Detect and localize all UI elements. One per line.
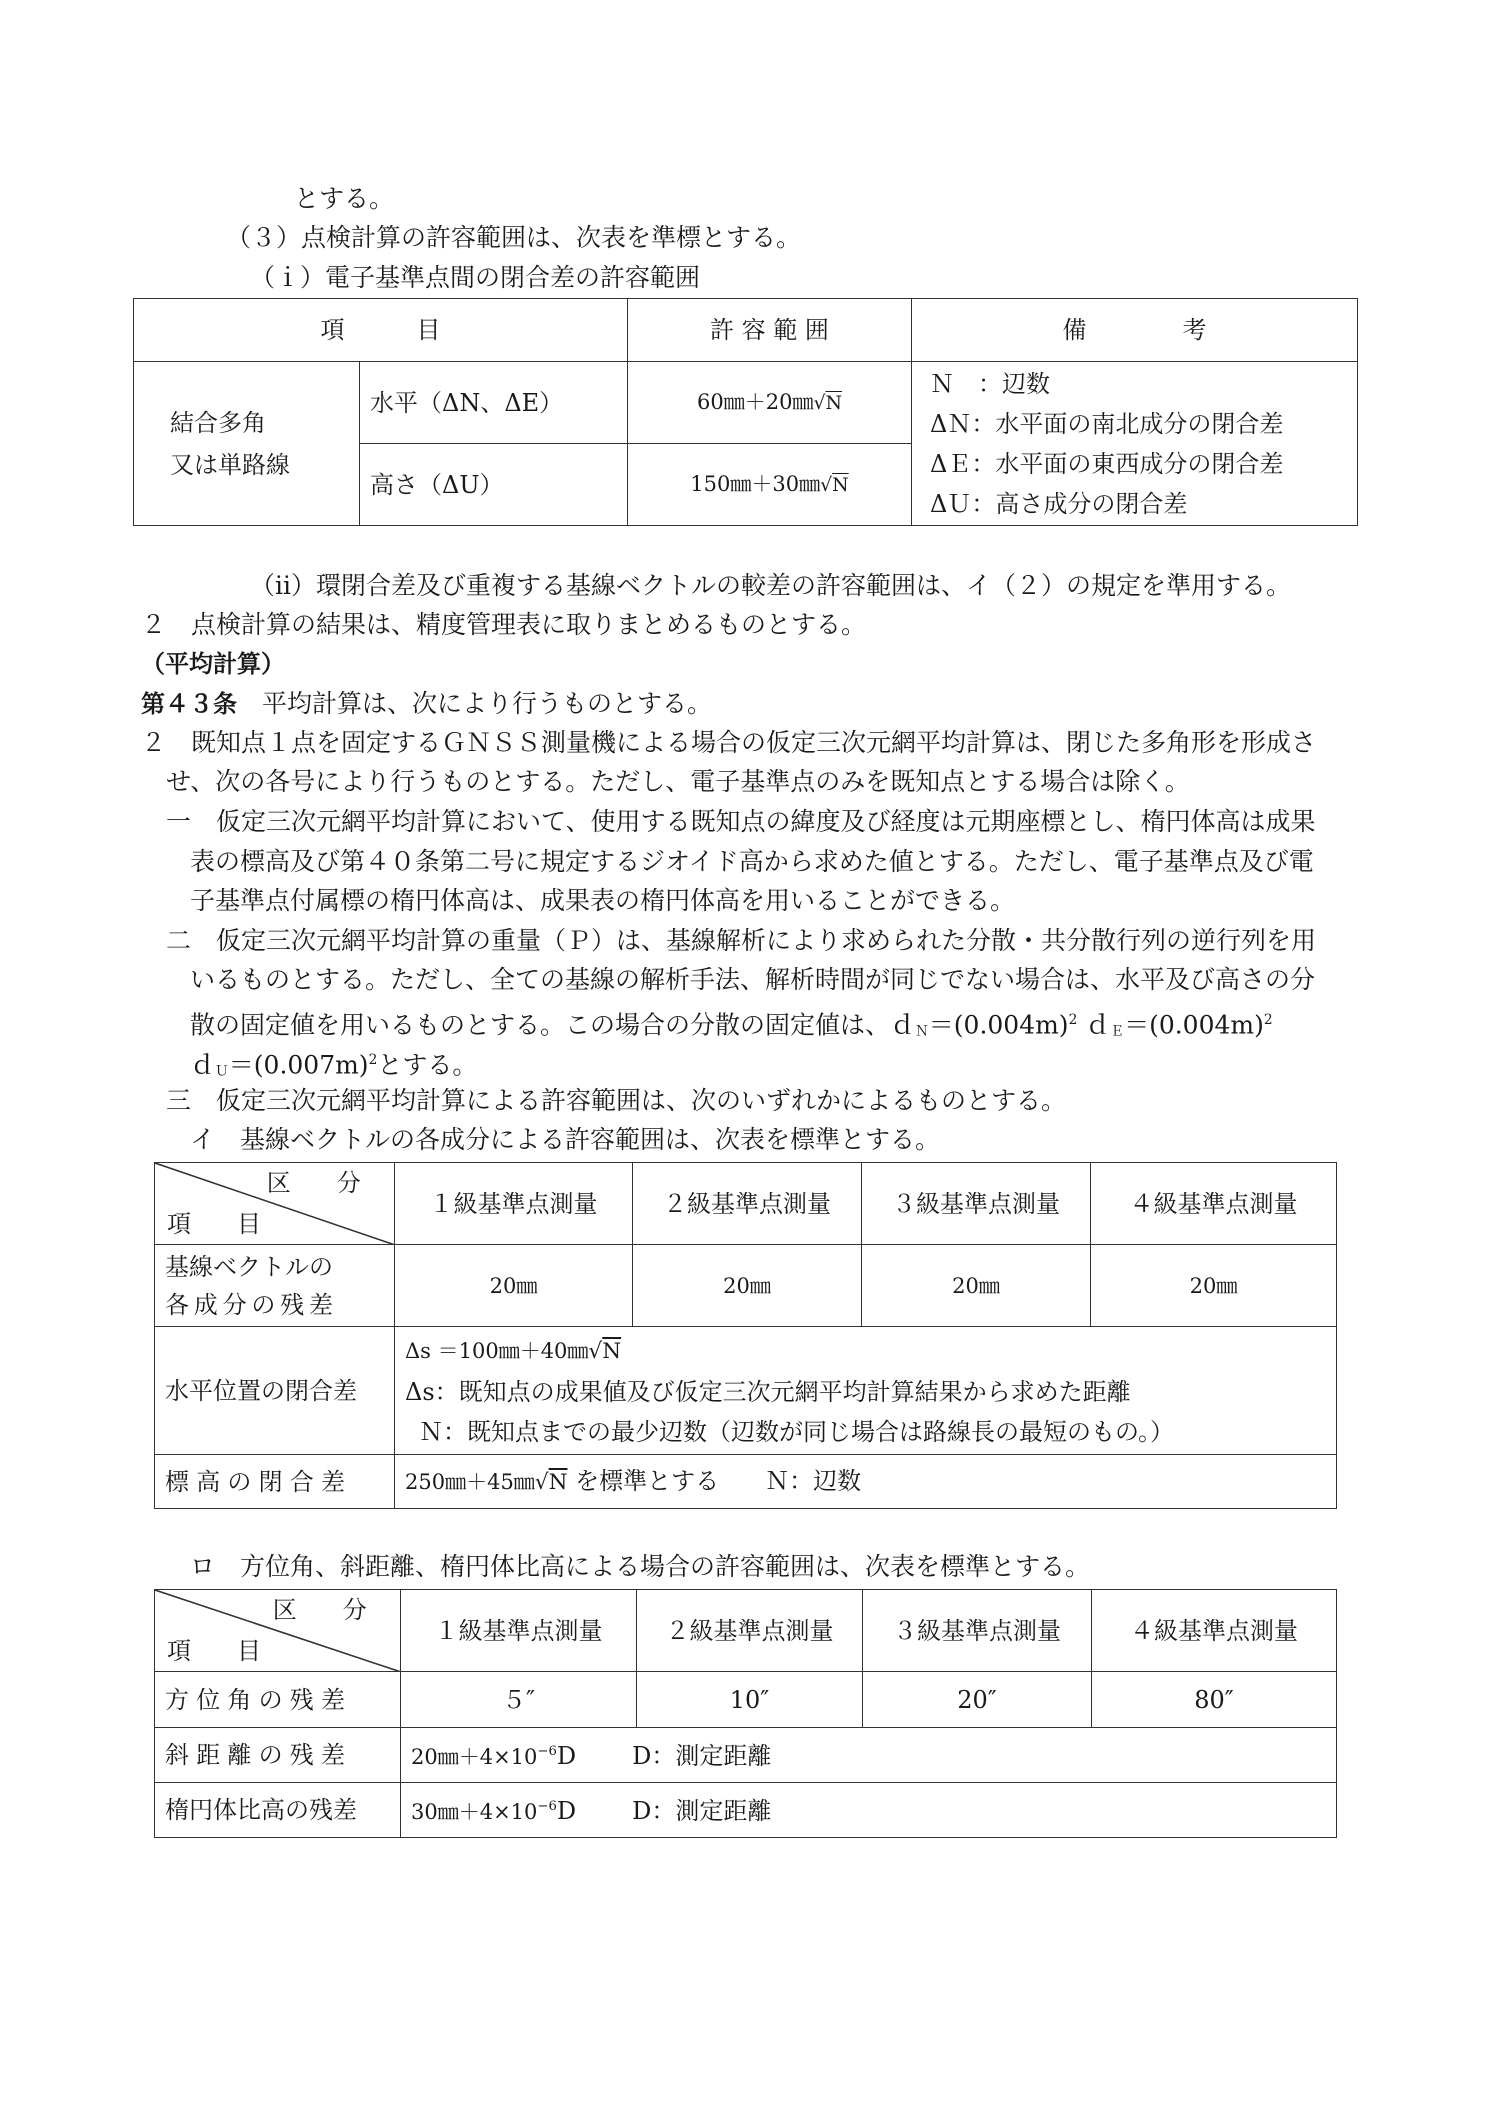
header-grade: ２級基準点測量 <box>633 1163 862 1245</box>
value: 60㎜＋20㎜ <box>696 390 814 414</box>
row-label: 斜距離の残差 <box>155 1728 401 1783</box>
row-label-line: 結合多角 <box>170 408 266 437</box>
formula: 20㎜＋4×10 <box>411 1745 538 1770</box>
sqrt-icon: √N <box>534 1469 568 1495</box>
text: ｄ <box>1085 1010 1111 1040</box>
text-line: イ 基線ベクトルの各成分による許容範囲は、次表を標準とする。 <box>190 1125 941 1154</box>
cell-value: 20㎜ <box>1091 1245 1337 1327</box>
cell-elevation-closure <box>395 1455 1337 1509</box>
header-division: 区 分 <box>272 1596 386 1624</box>
value: 150㎜＋30㎜ <box>690 472 821 496</box>
cell-horizontal-closure <box>395 1327 1337 1455</box>
article-number: 第４３条 <box>141 690 237 718</box>
row-label <box>155 1245 395 1327</box>
header-item: 項 目 <box>134 299 628 362</box>
sqrt-icon: √N <box>820 474 849 496</box>
text-line: 一 仮定三次元網平均計算において、使用する既知点の緯度及び経度は元期座標とし、楕円体高は成果 <box>166 807 1316 836</box>
article-line <box>141 688 712 720</box>
header-division: 区 分 <box>266 1169 380 1197</box>
cell-value: 10″ <box>637 1672 863 1728</box>
note-line: Δs：既知点の成果値及び仮定三次元網平均計算結果から求めた距離 <box>405 1377 1131 1406</box>
text-line: 三 仮定三次元網平均計算による許容範囲は、次のいずれかによるものとする。 <box>166 1086 1067 1115</box>
header-grade: ３級基準点測量 <box>863 1590 1092 1672</box>
sqrt-arg: N <box>825 392 843 414</box>
note-line: ΔＮ：水平面の南北成分の閉合差 <box>930 409 1284 438</box>
superscript: 2 <box>1263 1012 1273 1028</box>
text-line: とする。 <box>294 184 395 213</box>
text: ｄ <box>190 1050 216 1080</box>
header-diagonal-cell <box>155 1590 401 1672</box>
sqrt-arg: N <box>548 1469 568 1495</box>
text-line: いるものとする。ただし、全ての基線の解析手法、解析時間が同じでない場合は、水平及び高さの分 <box>190 965 1316 994</box>
note-line: ΔＵ：高さ成分の閉合差 <box>930 489 1188 518</box>
row-label-line: 各成分の残差 <box>165 1290 338 1319</box>
formula: 250㎜＋45㎜ <box>405 1469 535 1494</box>
text-line: ロ 方位角、斜距離、楕円体比高による場合の許容範囲は、次表を標準とする。 <box>190 1552 1091 1581</box>
text: D <box>556 1742 577 1771</box>
sqrt-icon: √N <box>588 1338 622 1364</box>
note-line: ΔＥ：水平面の東西成分の閉合差 <box>930 449 1284 478</box>
cell-ellipsoid-height <box>401 1783 1337 1838</box>
text: ＝(0.004m) <box>928 1010 1069 1040</box>
sqrt-arg: N <box>832 474 849 496</box>
header-grade: ４級基準点測量 <box>1092 1590 1337 1672</box>
row-label: 方位角の残差 <box>155 1672 401 1728</box>
note-line: Ｎ：既知点までの最少辺数（辺数が同じ場合は路線長の最短のもの。） <box>419 1417 1175 1446</box>
header-grade: ２級基準点測量 <box>637 1590 863 1672</box>
subscript: Ｎ <box>915 1023 929 1040</box>
cell-value: ５″ <box>401 1672 637 1728</box>
row-label: 標高の閉合差 <box>155 1455 395 1509</box>
superscript: 2 <box>1068 1012 1078 1028</box>
header-range: 許 容 範 囲 <box>628 299 912 362</box>
exponent: −6 <box>537 1799 557 1815</box>
table-closure-tolerance <box>133 298 1358 526</box>
cell-value: 80″ <box>1092 1672 1337 1728</box>
text-line: せ、次の各号により行うものとする。ただし、電子基準点のみを既知点とする場合は除く。 <box>166 767 1190 796</box>
note-line: Ｎ ：辺数 <box>930 369 1050 398</box>
header-grade: ３級基準点測量 <box>862 1163 1091 1245</box>
subscript: Ｕ <box>215 1063 229 1080</box>
text-line: （ⅱ）環閉合差及び重複する基線ベクトルの較差の許容範囲は、イ（２）の規定を準用する。 <box>250 571 1291 600</box>
cell-height: 高さ（ΔU） <box>360 444 628 526</box>
cell-value: 20㎜ <box>395 1245 633 1327</box>
header-item: 項 目 <box>167 1637 281 1665</box>
cell-horizontal: 水平（ΔN、ΔE） <box>360 362 628 444</box>
table-baseline-tolerance <box>154 1162 1337 1509</box>
row-label: 楕円体比高の残差 <box>155 1783 401 1838</box>
superscript: 2 <box>368 1052 378 1068</box>
article-text: 平均計算は、次により行うものとする。 <box>237 689 713 718</box>
text-line: ２ 点検計算の結果は、精度管理表に取りまとめるものとする。 <box>141 610 867 639</box>
text-line <box>190 1004 1273 1048</box>
text-line: （３）点検計算の許容範囲は、次表を準標とする。 <box>226 223 802 252</box>
cell-horizontal-range <box>628 362 912 444</box>
text: ＝(0.007m) <box>228 1050 369 1080</box>
cell-height-range <box>628 444 912 526</box>
cell-notes <box>912 362 1358 526</box>
text-line <box>190 1044 477 1088</box>
text-line: ２ 既知点１点を固定するＧＮＳＳ測量機による場合の仮定三次元網平均計算は、閉じた多角形を形成さ <box>141 728 1317 757</box>
cell-value: 20㎜ <box>862 1245 1091 1327</box>
header-grade: １級基準点測量 <box>401 1590 637 1672</box>
text: を標準とする <box>567 1466 720 1495</box>
sqrt-arg: N <box>602 1338 622 1364</box>
text: 散の固定値を用いるものとする。この場合の分散の固定値は、ｄ <box>190 1010 916 1040</box>
table-caption: （ｉ）電子基準点間の閉合差の許容範囲 <box>250 263 701 292</box>
table-azimuth-tolerance <box>154 1589 1337 1838</box>
text: とする。 <box>377 1050 478 1080</box>
subscript: Ｅ <box>1110 1023 1125 1040</box>
text: D <box>556 1797 577 1826</box>
header-grade: １級基準点測量 <box>395 1163 633 1245</box>
row-label: 水平位置の閉合差 <box>155 1327 395 1455</box>
header-diagonal-cell <box>155 1163 395 1245</box>
text: ＝(0.004m) <box>1124 1010 1264 1040</box>
text-line: 子基準点付属標の楕円体高は、成果表の楕円体高を用いることができる。 <box>190 886 1016 915</box>
row-label-line: 又は単路線 <box>170 450 290 479</box>
section-heading: （平均計算） <box>141 650 285 678</box>
text: D：測定距離 <box>632 1797 772 1826</box>
cell-value: 20″ <box>863 1672 1092 1728</box>
text: D：測定距離 <box>632 1742 772 1771</box>
header-item: 項 目 <box>167 1210 281 1238</box>
cell-slope-distance <box>401 1728 1337 1783</box>
cell-value: 20㎜ <box>633 1245 862 1327</box>
sqrt-icon: √N <box>813 392 843 414</box>
row-label <box>134 362 360 526</box>
exponent: −6 <box>537 1744 557 1760</box>
formula: 30㎜＋4×10 <box>411 1800 538 1825</box>
text-line: 二 仮定三次元網平均計算の重量（Ｐ）は、基線解析により求められた分散・共分散行列の逆行列を用 <box>166 926 1317 955</box>
text: Ｎ：辺数 <box>765 1466 862 1495</box>
row-label-line: 基線ベクトルの <box>165 1252 333 1281</box>
header-grade: ４級基準点測量 <box>1091 1163 1337 1245</box>
formula: Δs ＝100㎜＋40㎜ <box>405 1338 589 1363</box>
header-note: 備 考 <box>912 299 1358 362</box>
text-line: 表の標高及び第４０条第二号に規定するジオイド高から求めた値とする。ただし、電子基準点及び電 <box>190 847 1314 876</box>
formula-line <box>405 1330 1326 1372</box>
